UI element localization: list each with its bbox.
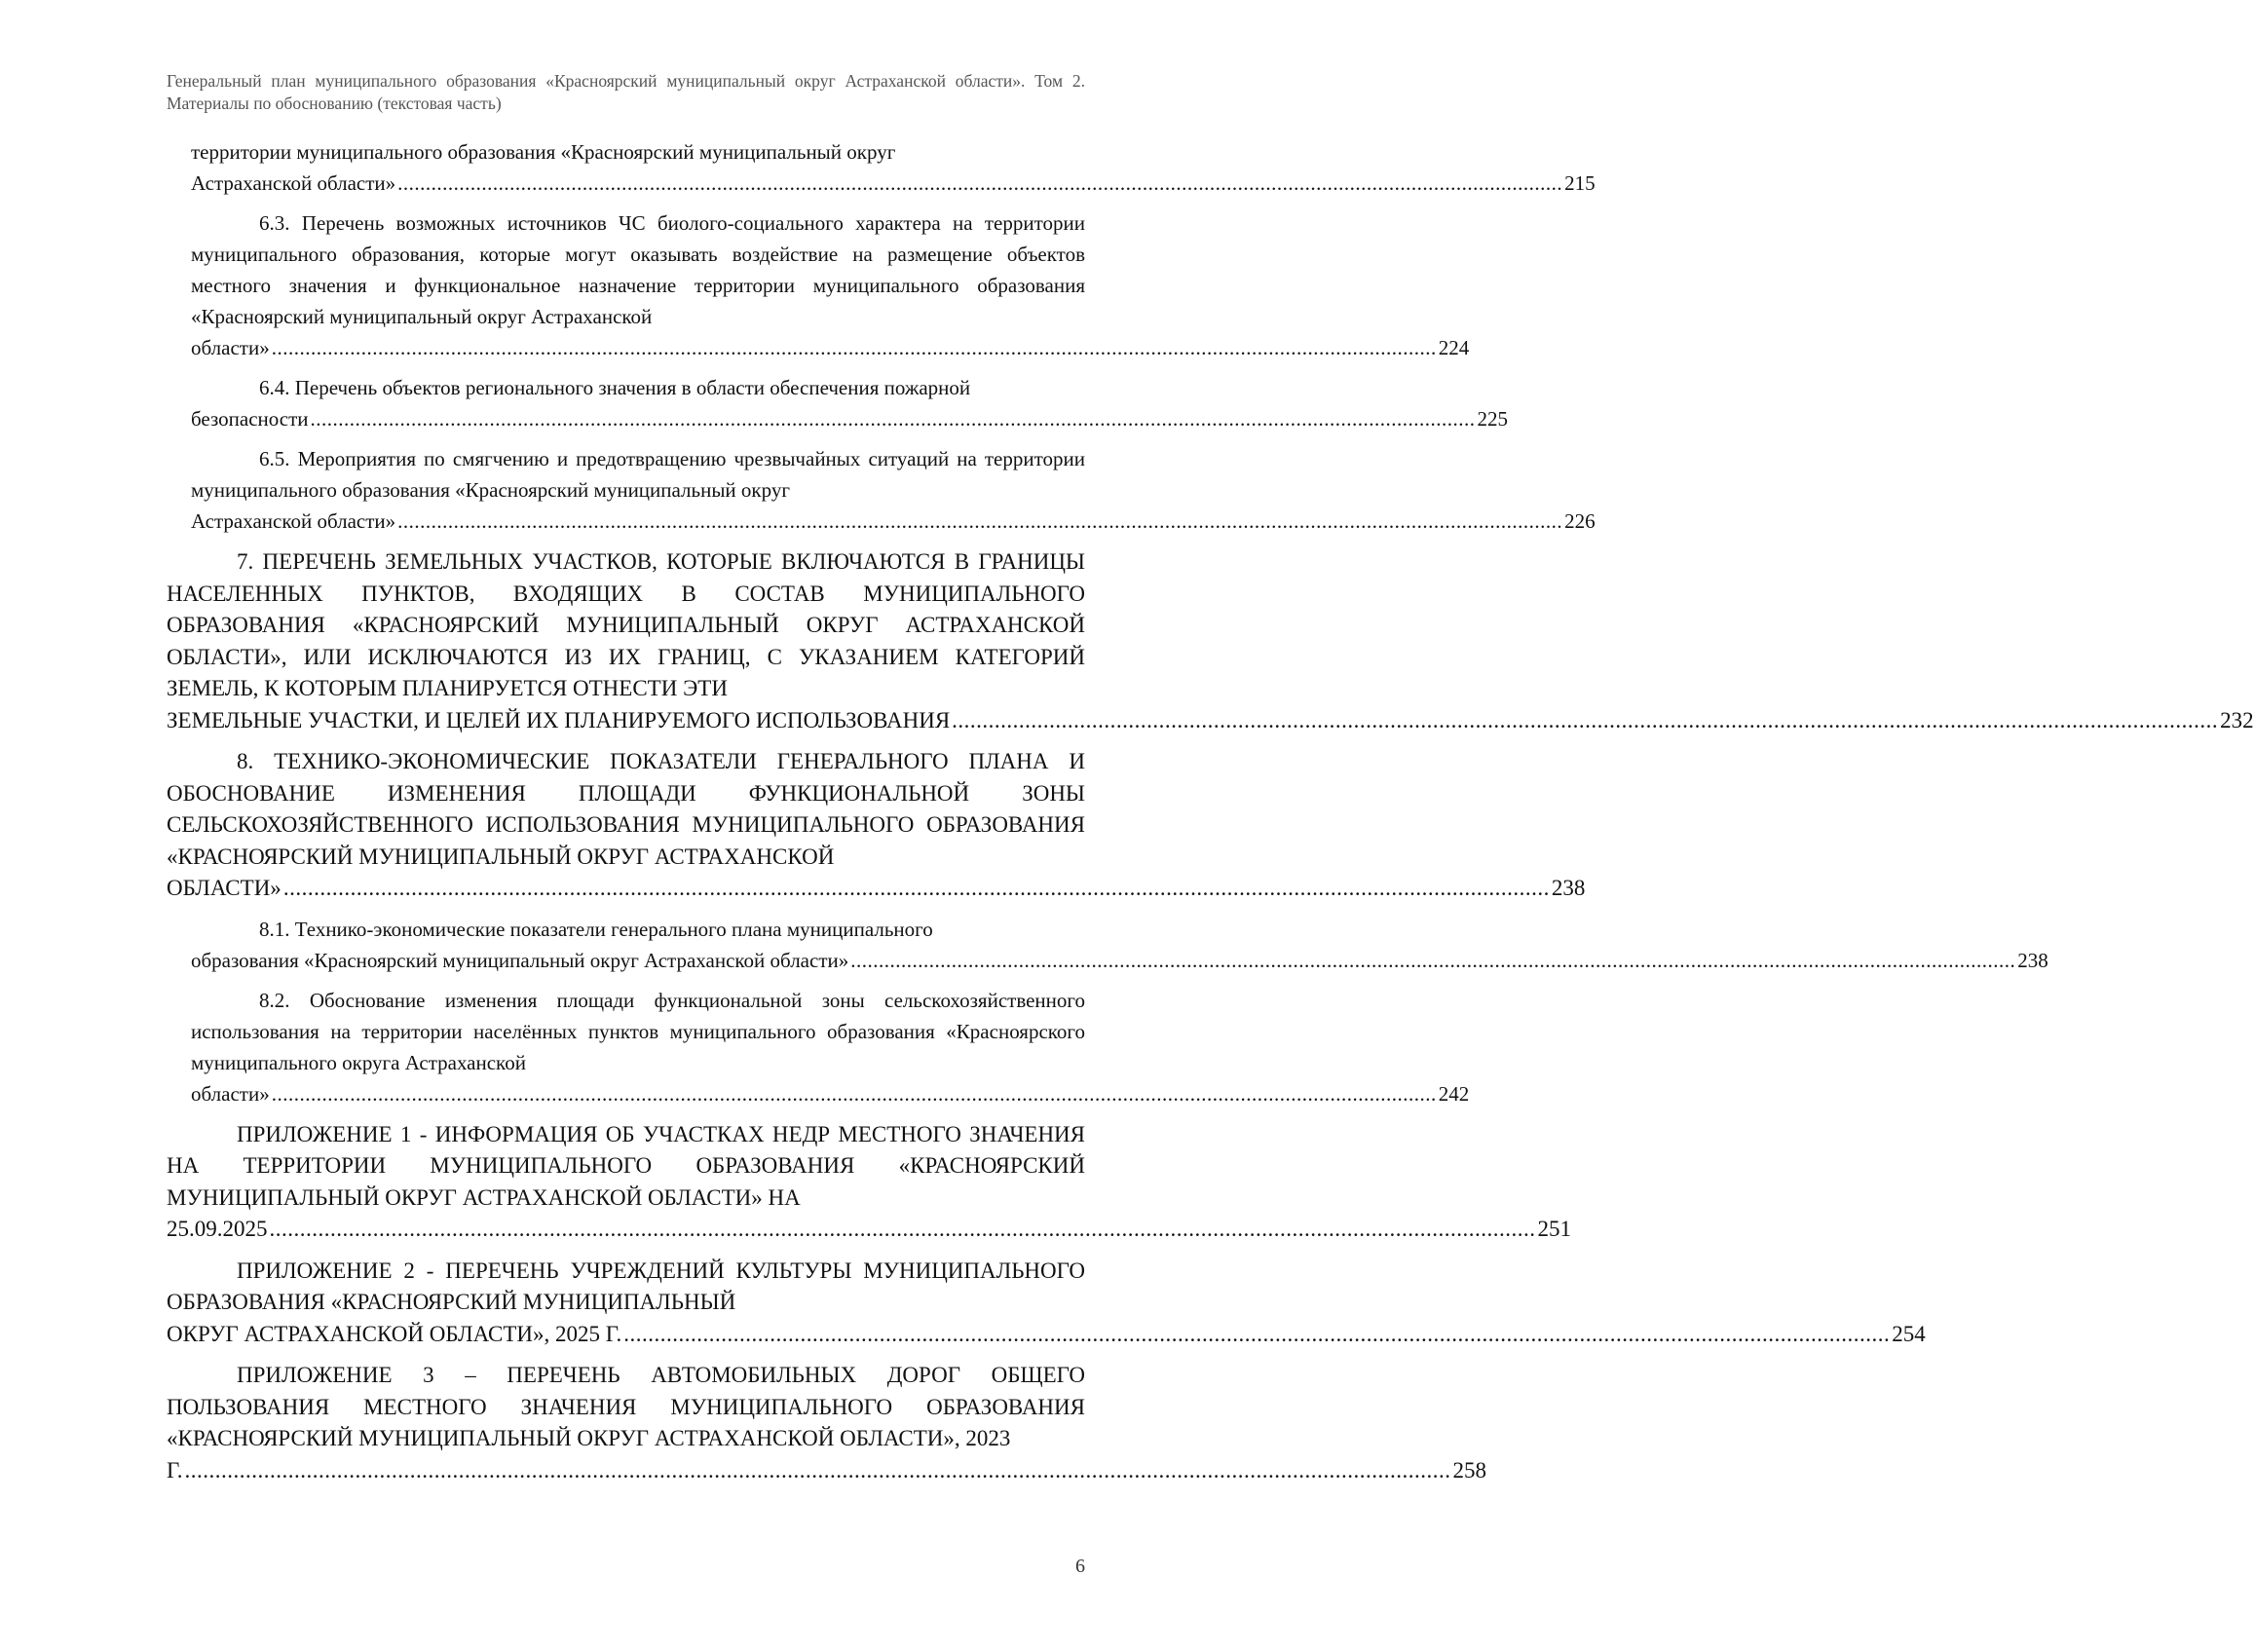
toc-entry-page: 215	[1564, 171, 1596, 195]
dot-leader	[270, 1214, 1536, 1246]
toc-entry-page: 258	[1452, 1457, 1486, 1483]
toc-entry-section-8[interactable]	[167, 746, 1586, 905]
dot-leader	[623, 1319, 1890, 1351]
toc-entry-body: 6.4. Перечень объектов регионального значения в области обеспечения пожарной	[259, 376, 971, 399]
dot-leader	[952, 705, 2218, 737]
toc-entry-8-2[interactable]	[167, 985, 1470, 1109]
dot-leader	[272, 1078, 1437, 1109]
toc-entry-page: 242	[1438, 1081, 1470, 1106]
page-number: 6	[1075, 1556, 1085, 1577]
toc-entry-body: 8. ТЕХНИКО-ЭКОНОМИЧЕСКИЕ ПОКАЗАТЕЛИ ГЕНЕРАЛЬНОГО ПЛАНА И ОБОСНОВАНИЕ ИЗМЕНЕНИЯ ПЛОЩАДИ ФУНКЦИОНАЛЬНОЙ ЗОНЫ СЕЛЬСКОХОЗЯЙСТВЕННОГО ИСПОЛЬЗОВАНИЯ МУНИЦИПАЛЬНОГО ОБРАЗОВАНИЯ «КРАСНОЯРСКИЙ МУНИЦИПАЛЬНЫЙ ОКРУГ АСТРАХАНСКОЙ	[167, 749, 1085, 869]
toc-entry-last-line	[191, 403, 1509, 434]
toc-entry-body: 8.2. Обоснование изменения площади функциональной зоны сельскохозяйственного использования на территории населённых пунктов муниципального образования «Красноярского муниципального округа Астраханской	[191, 988, 1085, 1074]
toc-entry-title-tail: Астраханской области»	[191, 509, 396, 533]
toc-entry-page: 225	[1477, 407, 1509, 431]
toc-entry-title-tail: области»	[191, 1081, 270, 1106]
toc-entry-title-tail: области»	[191, 336, 270, 359]
toc-entry-title-tail: ЗЕМЕЛЬНЫЕ УЧАСТКИ, И ЦЕЛЕЙ ИХ ПЛАНИРУЕМОГО ИСПОЛЬЗОВАНИЯ	[167, 707, 951, 732]
toc-entry-6-4[interactable]	[167, 372, 1509, 434]
dot-leader	[272, 332, 1437, 363]
toc-entry-body: 6.3. Перечень возможных источников ЧС биолого-социального характера на территории муниципального образования, которые могут оказывать воздействие на размещение объектов местного значения и функциональное назначение территории муниципального образования «Красноярский муниципальный округ Астраханской	[191, 211, 1085, 328]
toc-entry-title-tail: Астраханской области»	[191, 171, 396, 195]
toc-entry-8-1[interactable]	[167, 914, 2048, 976]
toc-entry-last-line	[191, 332, 1470, 363]
dot-leader	[397, 506, 1562, 537]
toc-entry-6-2-continuation[interactable]	[167, 136, 1596, 199]
running-header: Генеральный план муниципального образования «Красноярский муниципальный округ Астраханской области». Том 2. Материалы по обоснованию (текстовая часть)	[167, 71, 1085, 113]
toc-entry-last-line	[167, 1455, 1486, 1487]
toc-entry-last-line	[167, 705, 2254, 737]
toc-entry-last-line	[191, 1078, 1470, 1109]
toc-entry-appendix-2[interactable]	[167, 1256, 1926, 1351]
toc-entry-last-line	[167, 1214, 1571, 1246]
toc-entry-section-7[interactable]	[167, 546, 2254, 736]
toc-entry-appendix-3[interactable]	[167, 1360, 1486, 1486]
toc-entry-last-line	[191, 506, 1596, 537]
toc-entry-page: 232	[2220, 707, 2254, 732]
toc-entry-page: 224	[1438, 336, 1470, 359]
toc-entry-body: ПРИЛОЖЕНИЕ 3 – ПЕРЕЧЕНЬ АВТОМОБИЛЬНЫХ ДОРОГ ОБЩЕГО ПОЛЬЗОВАНИЯ МЕСТНОГО ЗНАЧЕНИЯ МУНИЦИПАЛЬНОГО ОБРАЗОВАНИЯ «КРАСНОЯРСКИЙ МУНИЦИПАЛЬНЫЙ ОКРУГ АСТРАХАНСКОЙ ОБЛАСТИ», 2023	[167, 1363, 1085, 1450]
toc-entry-body: территории муниципального образования «Красноярский муниципальный округ	[191, 140, 896, 164]
toc-entry-page: 254	[1892, 1321, 1926, 1346]
toc-entry-page: 226	[1564, 509, 1596, 533]
toc-entry-title-tail: ОКРУГ АСТРАХАНСКОЙ ОБЛАСТИ», 2025 Г.	[167, 1321, 622, 1346]
dot-leader	[397, 168, 1562, 199]
toc-entry-title-tail: образования «Красноярский муниципальный округ Астраханской области»	[191, 948, 849, 972]
toc-entry-body: 8.1. Технико-экономические показатели генерального плана муниципального	[259, 917, 933, 941]
toc-entry-page: 251	[1537, 1217, 1571, 1241]
toc-entry-last-line	[167, 1319, 1926, 1351]
toc-entry-title-tail: безопасности	[191, 407, 309, 431]
dot-leader	[850, 945, 2015, 976]
toc-entry-last-line	[191, 168, 1596, 199]
toc-entry-title-tail: 25.09.2025	[167, 1217, 268, 1241]
toc-entry-body: 6.5. Мероприятия по смягчению и предотвращению чрезвычайных ситуаций на территории муниципального образования «Красноярский муниципальный округ	[191, 447, 1085, 502]
toc-entry-page: 238	[1551, 876, 1586, 900]
toc-entry-body: ПРИЛОЖЕНИЕ 1 - ИНФОРМАЦИЯ ОБ УЧАСТКАХ НЕДР МЕСТНОГО ЗНАЧЕНИЯ НА ТЕРРИТОРИИ МУНИЦИПАЛЬНОГО ОБРАЗОВАНИЯ «КРАСНОЯРСКИЙ МУНИЦИПАЛЬНЫЙ ОКРУГ АСТРАХАНСКОЙ ОБЛАСТИ» НА	[167, 1121, 1085, 1210]
toc-entry-appendix-1[interactable]	[167, 1119, 1571, 1246]
toc-entry-body: ПРИЛОЖЕНИЕ 2 - ПЕРЕЧЕНЬ УЧРЕЖДЕНИЙ КУЛЬТУРЫ МУНИЦИПАЛЬНОГО ОБРАЗОВАНИЯ «КРАСНОЯРСКИЙ МУНИЦИПАЛЬНЫЙ	[167, 1258, 1085, 1314]
toc-entry-6-5[interactable]	[167, 443, 1596, 537]
toc-entry-last-line	[167, 873, 1586, 905]
toc-entry-last-line	[191, 945, 2048, 976]
table-of-contents	[167, 136, 2254, 1486]
dot-leader	[283, 873, 1550, 905]
dot-leader	[311, 403, 1476, 434]
toc-entry-page: 238	[2017, 948, 2048, 972]
toc-entry-6-3[interactable]	[167, 207, 1470, 363]
toc-entry-title-tail: ОБЛАСТИ»	[167, 876, 282, 900]
dot-leader	[184, 1455, 1450, 1487]
toc-entry-body: 7. ПЕРЕЧЕНЬ ЗЕМЕЛЬНЫХ УЧАСТКОВ, КОТОРЫЕ ВКЛЮЧАЮТСЯ В ГРАНИЦЫ НАСЕЛЕННЫХ ПУНКТОВ, ВХОДЯЩИХ В СОСТАВ МУНИЦИПАЛЬНОГО ОБРАЗОВАНИЯ «КРАСНОЯРСКИЙ МУНИЦИПАЛЬНЫЙ ОКРУГ АСТРАХАНСКОЙ ОБЛАСТИ», ИЛИ ИСКЛЮЧАЮТСЯ ИЗ ИХ ГРАНИЦ, С УКАЗАНИЕМ КАТЕГОРИЙ ЗЕМЕЛЬ, К КОТОРЫМ ПЛАНИРУЕТСЯ ОТНЕСТИ ЭТИ	[167, 549, 1085, 700]
toc-entry-title-tail: Г.	[167, 1457, 183, 1483]
